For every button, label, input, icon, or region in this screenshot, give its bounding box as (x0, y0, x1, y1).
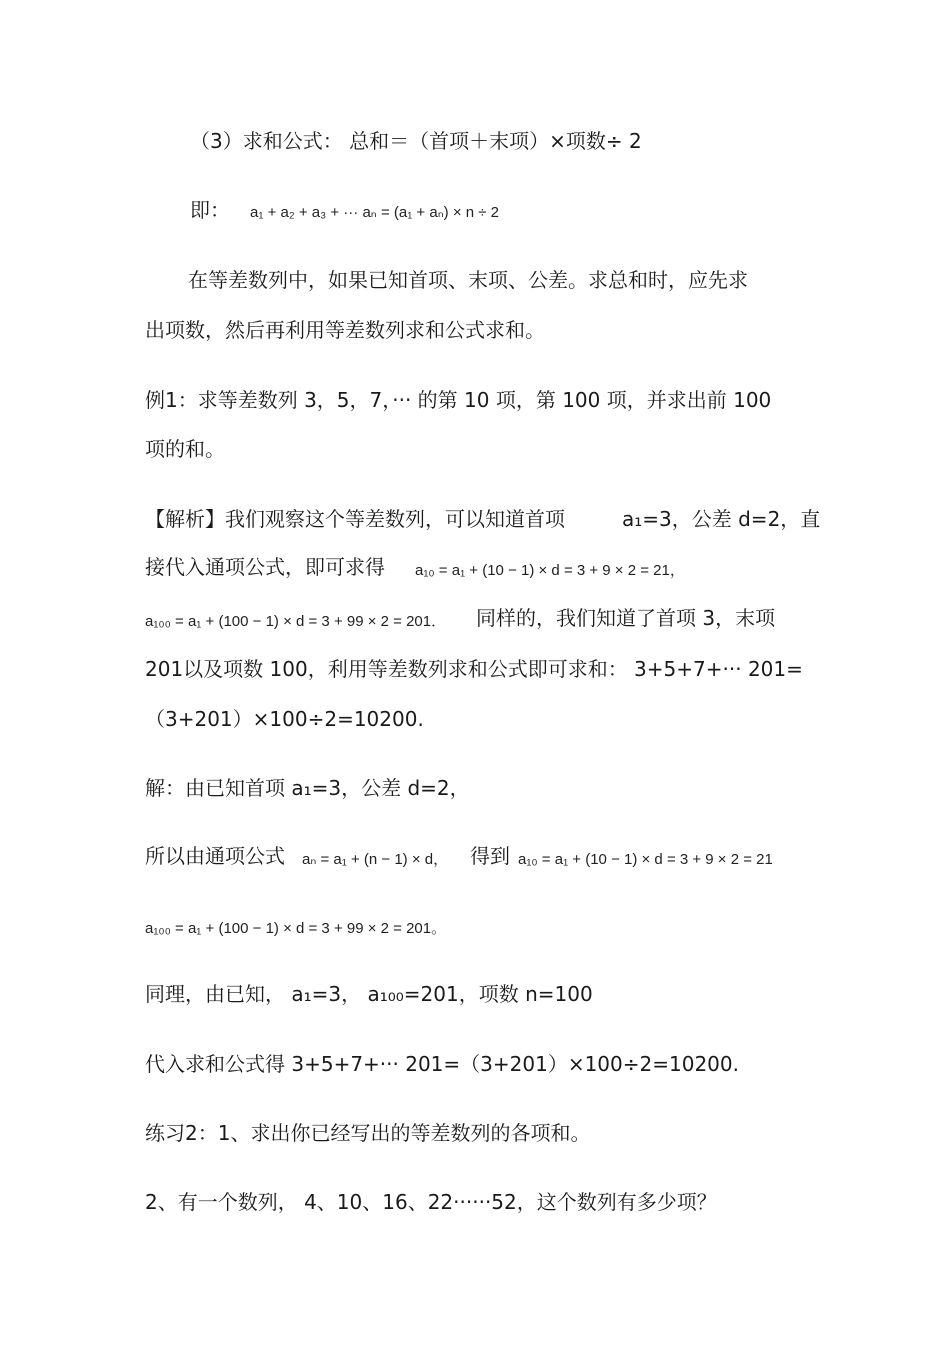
exercise-line: 练习2：1、求出你已经写出的等差数列的各项和。 (145, 1121, 591, 1145)
sum-formula-symbolic: a₁ + a₂ + a₃ + ··· aₙ = (a₁ + aₙ) × n ÷ 2 (250, 204, 500, 221)
a100-formula: a₁₀₀ = a₁ + (100 − 1) × d = 3 + 99 × 2 = 201。 (145, 920, 447, 937)
analysis-line: 同样的，我们知道了首项 3，末项 (476, 606, 776, 630)
example-title: 例1：求等差数列 3，5，7，··· 的第 10 项，第 100 项，并求出前 100 (145, 388, 772, 412)
solution-line: 所以由通项公式 (145, 844, 285, 868)
sum-formula-heading: （3）求和公式： 总和＝（首项＋末项）×项数÷ 2 (190, 129, 642, 153)
paragraph-line: 出项数，然后再利用等差数列求和公式求和。 (145, 318, 545, 342)
analysis-line: 【解析】我们观察这个等差数列，可以知道首项 (145, 507, 565, 531)
a100-formula: a₁₀₀ = a₁ + (100 − 1) × d = 3 + 99 × 2 = 201． (145, 613, 447, 630)
example-title-cont: 项的和。 (145, 437, 225, 461)
analysis-line: 201以及项数 100，利用等差数列求和公式即可求和： 3+5+7+··· 201= (145, 657, 803, 681)
analysis-line: 接代入通项公式，即可求得 (145, 555, 385, 579)
a10-formula: a₁₀ = a₁ + (10 − 1) × d = 3 + 9 × 2 = 21 (518, 851, 773, 868)
analysis-result: （3+201）×100÷2=10200. (145, 707, 424, 731)
formula-label: 即： (190, 198, 230, 222)
general-term-formula: aₙ = a₁ + (n − 1) × d， (302, 851, 449, 868)
solution-line: 得到 (470, 844, 510, 868)
exercise-line: 2、有一个数列， 4、10、16、22······52，这个数列有多少项？ (145, 1190, 717, 1214)
analysis-line-tail: a₁=3，公差 d=2，直 (622, 507, 821, 531)
solution-line: 代入求和公式得 3+5+7+··· 201=（3+201）×100÷2=10200. (145, 1052, 739, 1076)
paragraph-line: 在等差数列中，如果已知首项、末项、公差。求总和时，应先求 (188, 268, 748, 292)
solution-line: 同理，由已知， a₁=3， a₁₀₀=201，项数 n=100 (145, 982, 593, 1006)
a10-formula: a₁₀ = a₁ + (10 − 1) × d = 3 + 9 × 2 = 21， (415, 562, 685, 579)
solution-line: 解：由已知首项 a₁=3，公差 d=2， (145, 776, 470, 800)
